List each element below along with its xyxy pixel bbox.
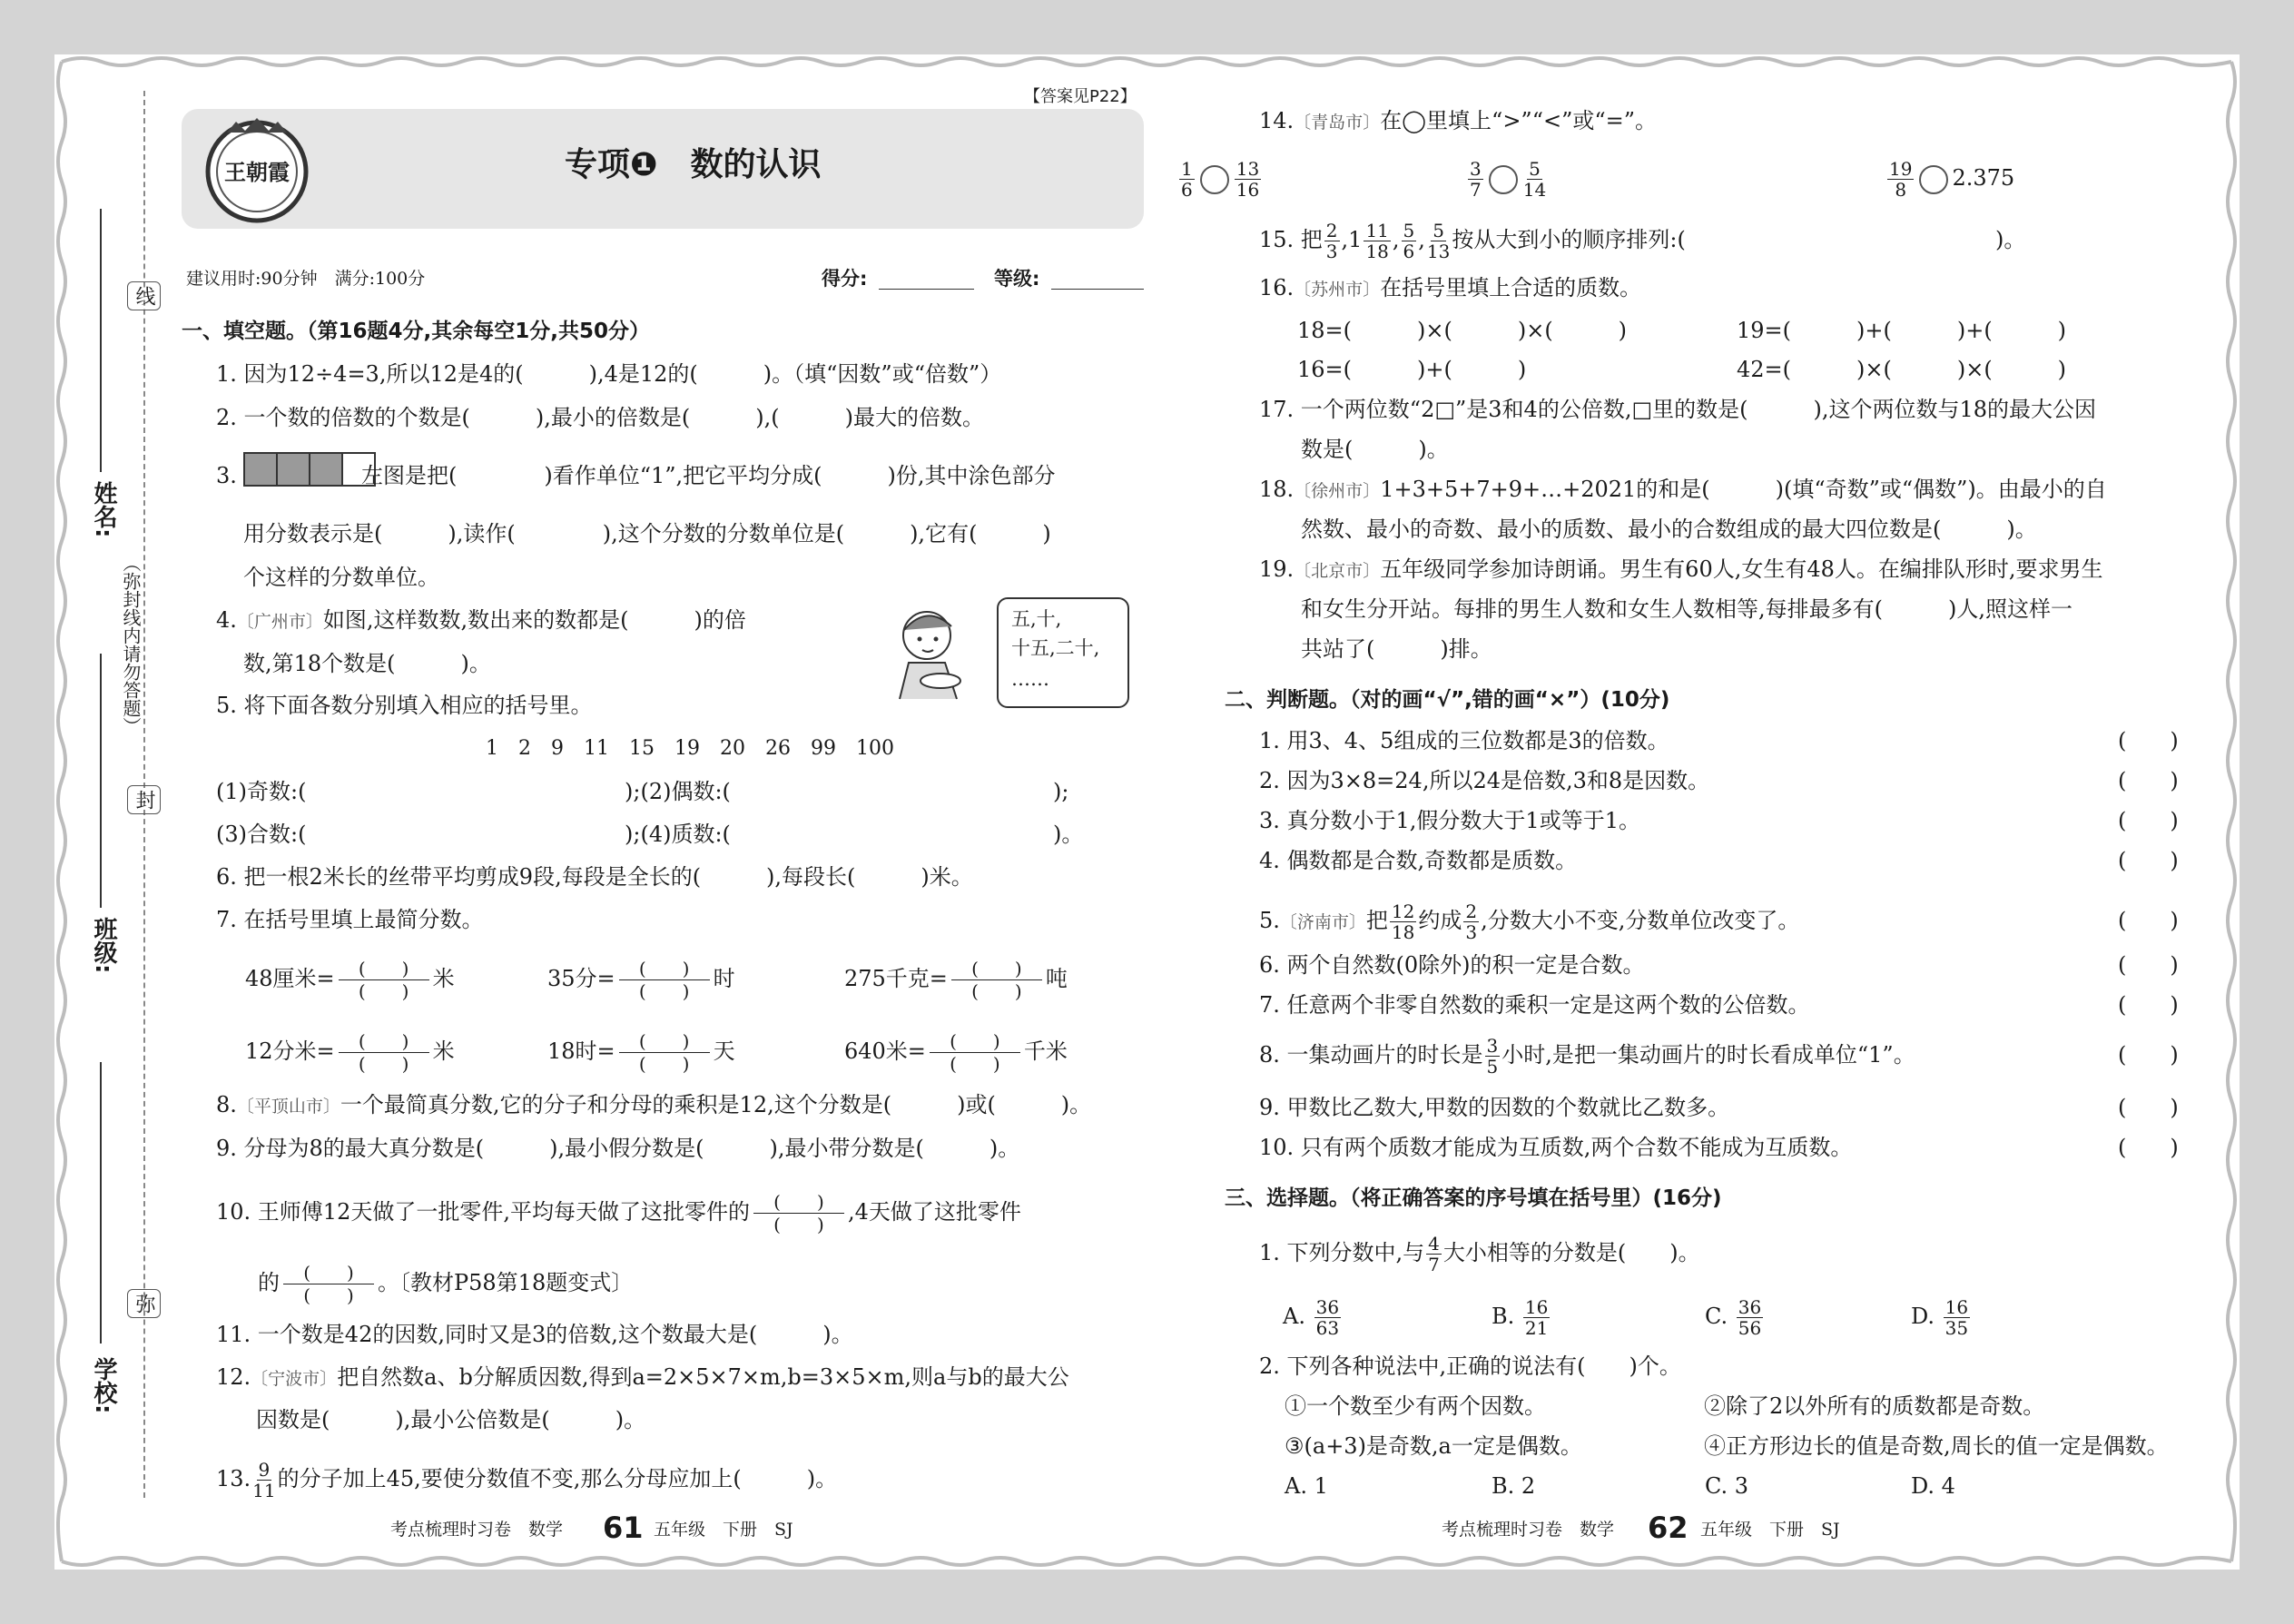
- notice-label: （弥封线内请勿答题）: [120, 554, 142, 735]
- meta-info: 建议用时:90分钟 满分:100分: [186, 269, 426, 289]
- page-title: 专项❶ 数的认识: [565, 146, 822, 183]
- boy-counting-icon: [886, 599, 977, 708]
- q7-conversion-3: 275千克= ( ) ( ) 吨: [844, 958, 1068, 1002]
- footer-left-grade: 五年级 下册 SJ: [654, 1520, 793, 1540]
- logo-emblem-icon: [200, 114, 314, 225]
- score-blank[interactable]: [879, 289, 974, 290]
- q5-odd-label: (1)奇数:(: [216, 779, 307, 804]
- question-14: 14.〔青岛市〕在◯里填上“>”“<”或“=”。: [1259, 108, 1657, 133]
- judge-1: 1. 用3、4、5组成的三位数都是3的倍数。: [1259, 728, 1669, 753]
- question-5-numbers: 1 2 9 11 15 19 20 26 99 100: [486, 737, 894, 760]
- feng-mark: 封: [127, 785, 161, 814]
- judge-8: 8. 一集动画片的时长是 $\frac{3}{5}$ 小时,是把一集动画片的时长看成单位“1”。: [1259, 1035, 1915, 1078]
- xian-mark: 线: [127, 281, 161, 310]
- question-11: 11. 一个数是42的因数,同时又是3的倍数,这个数最大是( )。: [216, 1322, 853, 1347]
- page-number-right: 62: [1648, 1511, 1689, 1545]
- question-15: 15. 把 $\frac{2}{3}$ ,1 $\frac{11}{18}$ , $\frac{5}{6}$ , $\frac{5}{13}$ 按从大到小的顺序排列:(: [1259, 220, 1686, 262]
- question-19-line2: 和女生分开站。每排的男生人数和女生人数相等,每排最多有( )人,照这样一: [1301, 596, 2072, 622]
- name-label: 姓名:: [90, 481, 117, 538]
- judge-5: 5.〔济南市〕把 $\frac{12}{18}$ 约成 $\frac{2}{3}$ ,分数大小不变,分数单位改变了。: [1259, 901, 1800, 943]
- judge-7: 7. 任意两个非零自然数的乘积一定是这两个数的公倍数。: [1259, 992, 1810, 1018]
- question-5: 5. 将下面各数分别填入相应的括号里。: [216, 693, 593, 718]
- question-19-line1: 19.〔北京市〕五年级同学参加诗朗诵。男生有60人,女生有48人。在编排队形时,要求男生: [1259, 556, 2103, 582]
- choice-1-option-d[interactable]: D. $\frac{16}{35}$: [1911, 1296, 1969, 1339]
- q7-conversion-1: 48厘米= ( ) ( ) 米: [245, 958, 455, 1002]
- shaded-grid: [243, 452, 376, 487]
- question-12-line2: 因数是( ),最小公倍数是( )。: [256, 1407, 646, 1432]
- question-4-line2: 数,第18个数是( )。: [243, 651, 491, 676]
- judge-3: 3. 真分数小于1,假分数大于1或等于1。: [1259, 808, 1640, 833]
- choice-2-statement-2: ②除了2以外所有的质数都是奇数。: [1704, 1393, 2045, 1419]
- judge-answer-box[interactable]: ( ): [2118, 908, 2179, 933]
- judge-answer-box[interactable]: ( ): [2118, 848, 2179, 873]
- choice-2-option-a[interactable]: A. 1: [1285, 1473, 1328, 1499]
- judge-answer-box[interactable]: ( ): [2118, 992, 2179, 1018]
- judge-4: 4. 偶数都是合数,奇数都是质数。: [1259, 848, 1578, 873]
- q16-item-4: 42=( )×( )×( ): [1737, 357, 2067, 382]
- question-15-close: )。: [1995, 227, 2026, 252]
- bubble-line-1: 五,十,: [1011, 608, 1062, 630]
- question-9: 9. 分母为8的最大真分数是( ),最小假分数是( ),最小带分数是( )。: [216, 1136, 1020, 1161]
- grade-blank[interactable]: [1051, 289, 1144, 290]
- choice-1-option-c[interactable]: C. $\frac{36}{56}$: [1705, 1296, 1762, 1339]
- page-number-left: 61: [603, 1511, 644, 1545]
- class-label: 班级:: [90, 917, 117, 974]
- judge-answer-box[interactable]: ( ): [2118, 728, 2179, 753]
- choice-2-option-d[interactable]: D. 4: [1911, 1473, 1955, 1499]
- question-3-line3: 个这样的分数单位。: [243, 565, 439, 590]
- choice-2-statement-3: ③(a+3)是奇数,a一定是偶数。: [1285, 1433, 1582, 1459]
- question-18-line1: 18.〔徐州市〕1+3+5+7+9+…+2021的和是( )(填“奇数”或“偶数”)。由最小的自: [1259, 477, 2107, 502]
- question-4-line1: 4.〔广州市〕如图,这样数数,数出来的数都是( )的倍: [216, 607, 746, 633]
- judge-10: 10. 只有两个质数才能成为互质数,两个合数不能成为互质数。: [1259, 1135, 1853, 1160]
- score-label: 得分:: [822, 268, 868, 290]
- answer-ref: 【答案见P22】: [1024, 87, 1137, 106]
- question-10-line1: 10. 王师傅12天做了一批零件,平均每天做了这批零件的 ( ) ( ) ,4天做了这批零件: [216, 1191, 1021, 1235]
- judge-answer-box[interactable]: ( ): [2118, 952, 2179, 978]
- question-1: 1. 因为12÷4=3,所以12是4的( ),4是12的( )。（填“因数”或“倍数”）: [216, 361, 1002, 387]
- question-13: 13. $\frac{9}{11}$ 的分子加上45,要使分数值不变,那么分母应加上( )。: [216, 1459, 838, 1501]
- q16-item-2: 19=( )+( )+( ): [1737, 318, 2067, 343]
- question-12-line1: 12.〔宁波市〕把自然数a、b分解质因数,得到a=2×5×7×m,b=3×5×m,则a与b的最大公: [216, 1364, 1069, 1390]
- section-fill-blank: 一、填空题。（第16题4分,其余每空1分,共50分）: [182, 320, 650, 343]
- q14-compare-1: $\frac{1}{6}$ $\frac{13}{16}$: [1181, 158, 1260, 201]
- q5-even-label: );(2)偶数:(: [625, 779, 731, 804]
- question-17-line2: 数是( )。: [1301, 437, 1449, 462]
- footer-right-text: 考点梳理时习卷 数学: [1442, 1520, 1615, 1540]
- question-7: 7. 在括号里填上最简分数。: [216, 907, 484, 932]
- judge-2: 2. 因为3×8=24,所以24是倍数,3和8是因数。: [1259, 768, 1710, 793]
- question-16: 16.〔苏州市〕在括号里填上合适的质数。: [1259, 275, 1642, 300]
- choice-1-option-a[interactable]: A. $\frac{36}{63}$: [1283, 1296, 1340, 1339]
- question-10-line2: 的 ( ) ( ) 。〔教材P58第18题变式〕: [258, 1262, 634, 1306]
- q7-conversion-6: 640米= ( ) ( ) 千米: [844, 1030, 1068, 1075]
- q5-prime-close: )。: [1053, 822, 1084, 847]
- choice-2-option-c[interactable]: C. 3: [1705, 1473, 1749, 1499]
- q7-conversion-5: 18时= ( ) ( ) 天: [547, 1030, 735, 1075]
- judge-answer-box[interactable]: ( ): [2118, 808, 2179, 833]
- compare-circle[interactable]: [1489, 165, 1518, 194]
- q5-even-close: );: [1053, 779, 1069, 804]
- choice-2-statement-1: ①一个数至少有两个因数。: [1285, 1393, 1546, 1419]
- judge-answer-box[interactable]: ( ): [2118, 1135, 2179, 1160]
- compare-circle[interactable]: [1200, 165, 1229, 194]
- question-3-line2: 用分数表示是( ),读作( ),这个分数的分数单位是( ),它有( ): [243, 521, 1051, 546]
- q14-compare-2: $\frac{3}{7}$ $\frac{5}{14}$: [1470, 158, 1547, 201]
- choice-2-statement-4: ④正方形边长的值是奇数,周长的值一定是偶数。: [1704, 1433, 2169, 1459]
- judge-6: 6. 两个自然数(0除外)的积一定是合数。: [1259, 952, 1645, 978]
- section-multiple-choice: 三、选择题。（将正确答案的序号填在括号里）(16分): [1225, 1186, 1722, 1210]
- compare-circle[interactable]: [1919, 165, 1948, 194]
- choice-1: 1. 下列分数中,与 $\frac{4}{7}$ 大小相等的分数是( )。: [1259, 1233, 1700, 1275]
- section-true-false: 二、判断题。（对的画“√”,错的画“×”）(10分): [1225, 688, 1670, 712]
- question-18-line2: 然数、最小的奇数、最小的质数、最小的合数组成的最大四位数是( )。: [1301, 517, 2037, 542]
- q5-composite-label: (3)合数:(: [216, 822, 307, 847]
- judge-answer-box[interactable]: ( ): [2118, 1095, 2179, 1120]
- q16-item-1: 18=( )×( )×( ): [1297, 318, 1628, 343]
- q14-compare-3: $\frac{19}{8}$ 2.375: [1889, 158, 2015, 201]
- school-label: 学校:: [90, 1357, 117, 1414]
- q7-conversion-2: 35分= ( ) ( ) 时: [547, 958, 735, 1002]
- question-6: 6. 把一根2米长的丝带平均剪成9段,每段是全长的( ),每段长( )米。: [216, 864, 973, 890]
- judge-answer-box[interactable]: ( ): [2118, 768, 2179, 793]
- question-8: 8.〔平顶山市〕一个最简真分数,它的分子和分母的乘积是12,这个分数是( )或( )。: [216, 1092, 1092, 1117]
- choice-2: 2. 下列各种说法中,正确的说法有( )个。: [1259, 1353, 1681, 1379]
- region-tag: 〔广州市〕: [236, 612, 323, 632]
- choice-2-option-b[interactable]: B. 2: [1492, 1473, 1536, 1499]
- bubble-line-2: 十五,二十,: [1011, 637, 1100, 659]
- svg-text:王朝霞: 王朝霞: [224, 159, 290, 185]
- choice-1-option-b[interactable]: B. $\frac{16}{21}$: [1492, 1296, 1549, 1339]
- speech-bubble: [997, 597, 1129, 708]
- judge-9: 9. 甲数比乙数大,甲数的因数的个数就比乙数多。: [1259, 1095, 1730, 1120]
- q16-item-3: 16=( )+( ): [1297, 357, 1527, 382]
- footer-right-grade: 五年级 下册 SJ: [1700, 1520, 1840, 1540]
- right-page: [1147, 0, 2294, 1624]
- question-3-number: 3.: [216, 463, 237, 488]
- grade-label: 等级:: [994, 268, 1040, 290]
- judge-answer-box[interactable]: ( ): [2118, 1042, 2179, 1068]
- q7-conversion-4: 12分米= ( ) ( ) 米: [245, 1030, 455, 1075]
- bubble-line-3: ……: [1011, 668, 1049, 690]
- question-3-line1: 左图是把( )看作单位“1”,把它平均分成( )份,其中涂色部分: [361, 463, 1056, 488]
- mi-mark: 弥: [127, 1289, 161, 1318]
- question-19-line3: 共站了( )排。: [1301, 636, 1492, 662]
- q5-prime-label: );(4)质数:(: [625, 822, 731, 847]
- footer-left-text: 考点梳理时习卷 数学: [390, 1520, 564, 1540]
- question-17-line1: 17. 一个两位数“2□”是3和4的公倍数,□里的数是( ),这个两位数与18的最大公因: [1259, 397, 2097, 422]
- question-2: 2. 一个数的倍数的个数是( ),最小的倍数是( ),( )最大的倍数。: [216, 405, 984, 430]
